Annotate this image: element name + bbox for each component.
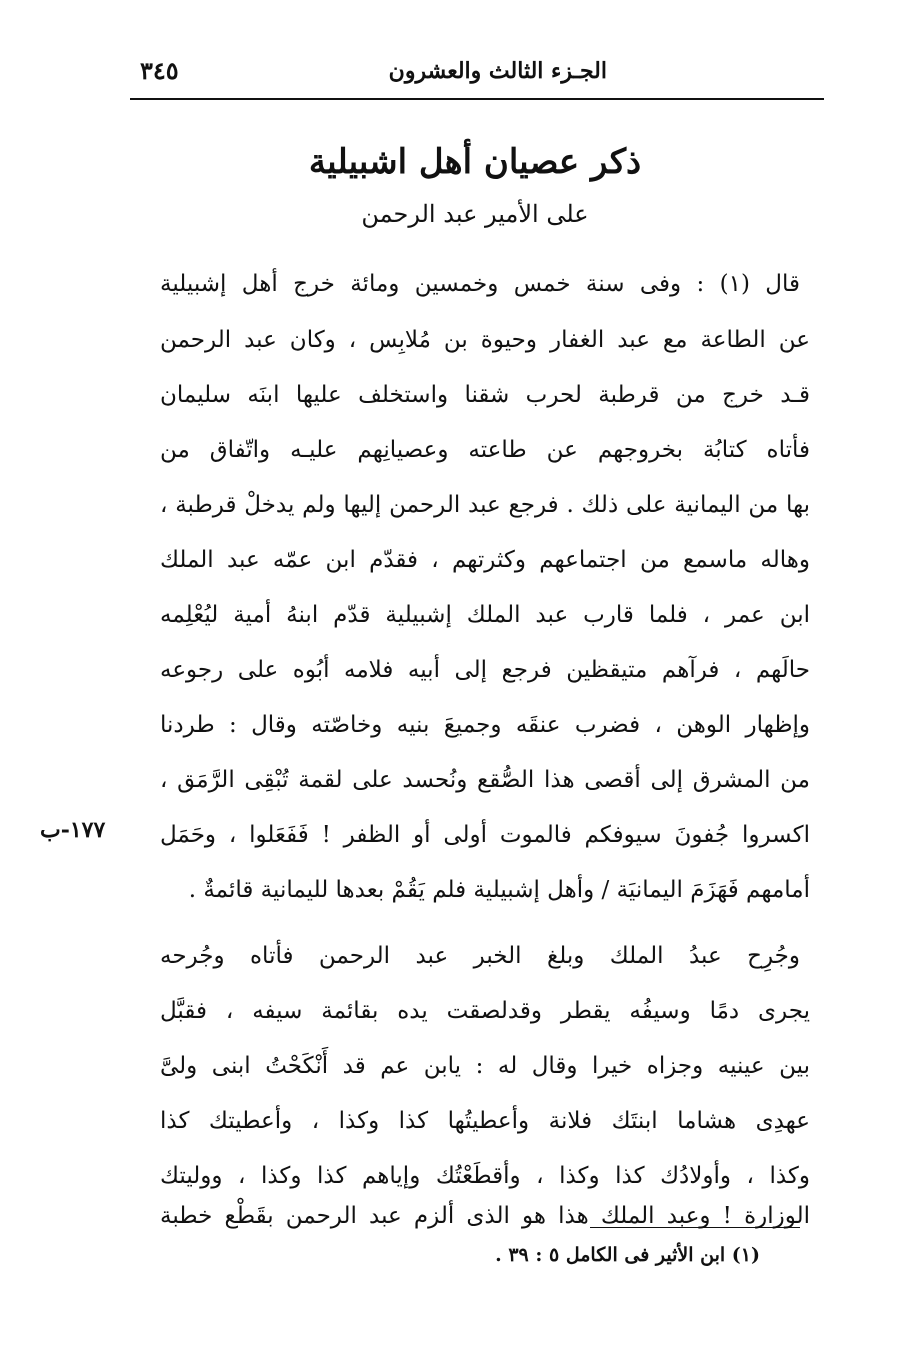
footnote: (١) ابن الأثير فى الكامل ٥ : ٣٩ . — [495, 1244, 760, 1266]
running-title: الجـزء الثالث والعشرون — [388, 58, 607, 84]
text-line: قال (١) : وفى سنة خمس وخمسين ومائة خرج أهل إشبيلية — [160, 271, 800, 297]
text-line: وإظهار الوهن ، فضرب عنقَه وجميعَ بنيه وخاصّته وقال : طردنا — [160, 712, 810, 738]
text-line: ابن عمر ، فلما قارب عبد الملك إشبيلية قدّم ابنهُ أمية ليُعْلِمه — [160, 602, 810, 628]
text-line: يجرى دمًا وسيفُه يقطر وقدلصقت يده بقائمة سيفه ، فقبَّل — [160, 998, 810, 1024]
manuscript-folio-note: ١٧٧-ب — [40, 817, 106, 843]
text-line: عن الطاعة مع عبد الغفار وحيوة بن مُلابِس ، وكان عبد الرحمن — [160, 327, 810, 353]
text-line: قـد خرج من قرطبة لحرب شقنا واستخلف عليها ابنَه سليمان — [160, 382, 810, 408]
text-line: من المشرق إلى أقصى هذا الصُّقع ونُحسد على لقمة تُبْقِى الرَّمَق ، — [160, 767, 810, 793]
text-line: بها من اليمانية على ذلك . فرجع عبد الرحمن إليها ولم يدخلْ قرطبة ، — [160, 492, 810, 518]
text-line: فأتاه كتابُة بخروجهم عن طاعته وعصيانِهم عليـه واتّفاق من — [160, 437, 810, 463]
section-title: ذكر عصيان أهل اشبيلية — [308, 142, 642, 182]
text-line: عهدِى هشاما ابنتَك فلانة وأعطيتُها كذا وكذا ، وأعطيتك كذا — [160, 1108, 810, 1134]
text-line: وجُرِح عبدُ الملك وبلغ الخبر عبد الرحمن فأتاه وجُرحه — [160, 943, 800, 969]
text-line: وهاله ماسمع من اجتماعهم وكثرتهم ، فقدّم ابن عمّه عبد الملك — [160, 547, 810, 573]
text-line: أمامهم فَهَزَمَ اليمانيَة / وأهل إشبيلية فلم يَقُمْ بعدها لليمانية قائمةٌ . — [188, 877, 810, 903]
footnote-rule — [590, 1227, 800, 1228]
page-number: ٣٤٥ — [140, 56, 179, 85]
text-line: اكسروا جُفونَ سيوفكم فالموت أولى أو الظفر ! فَفَعَلوا ، وحَمَل — [160, 822, 810, 848]
text-line: بين عينيه وجزاه خيرا وقال له : يابن عم قد أَنْكَحْتُ ابنى ولىَّ — [160, 1053, 810, 1079]
text-line: الوزارة ! وعبد الملك هذا هو الذى ألزم عبد الرحمن بقَطْع خطبة — [160, 1203, 810, 1229]
header-rule — [130, 98, 824, 100]
text-line: وكذا ، وأولادُك كذا وكذا ، وأقطَعْتُك وإياهم كذا وكذا ، ووليتك — [160, 1163, 810, 1189]
text-line: حالَهم ، فرآهم متيقظين فرجع إلى أبيه فلامه أبُوه على رجوعه — [160, 657, 810, 683]
running-head — [130, 52, 822, 92]
section-subtitle: على الأمير عبد الرحمن — [361, 200, 589, 228]
